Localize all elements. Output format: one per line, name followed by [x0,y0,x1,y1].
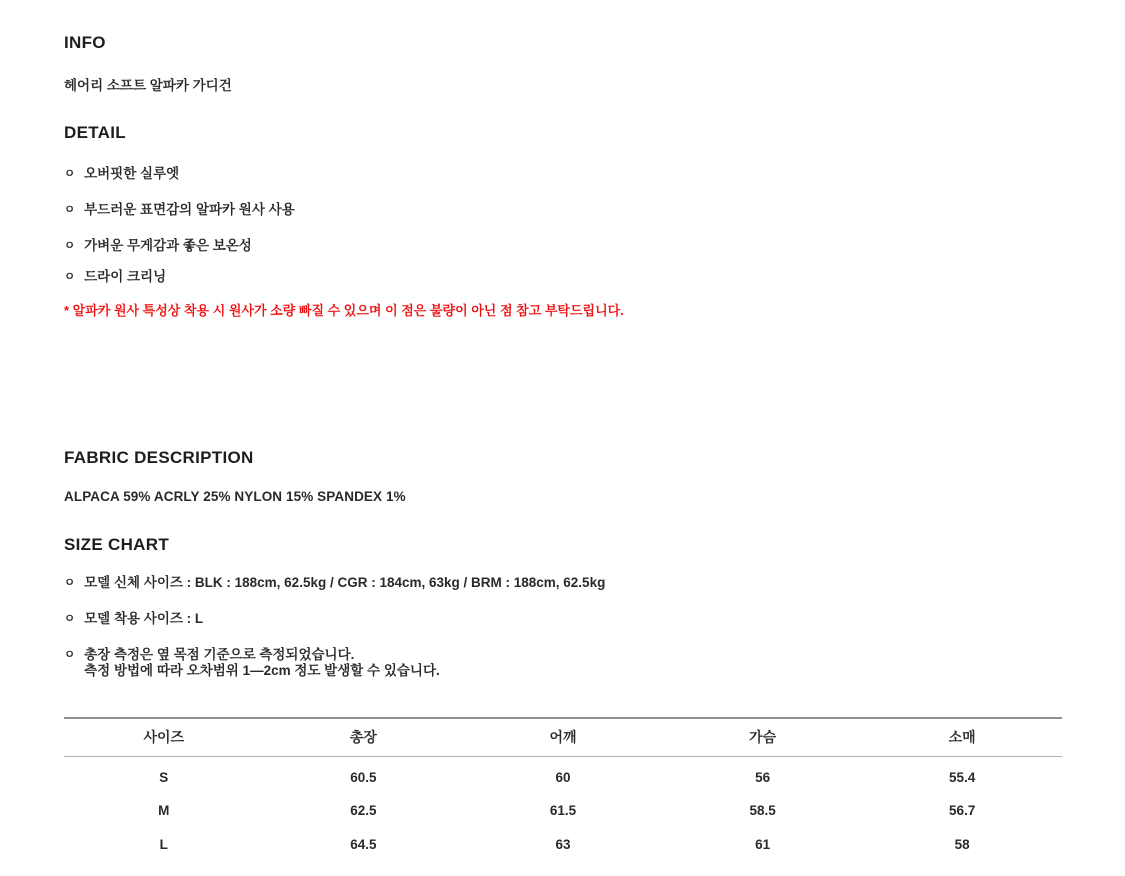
measurement-note-line2: 측정 방법에 따라 오차범위 1—2cm 정도 발생할 수 있습니다. [84,663,440,678]
fabric-heading: FABRIC DESCRIPTION [64,448,254,467]
col-header-total-length: 총장 [349,729,377,746]
cell-size: S [159,769,169,785]
col-header-sleeve: 소매 [948,729,976,746]
cell-size: L [159,836,168,852]
sizechart-item [64,611,1062,627]
detail-item-text: 가벼운 무게감과 좋은 보온성 [84,238,252,253]
fabric-composition: ALPACA 59% ACRLY 25% NYLON 15% SPANDEX 1% [64,489,406,504]
cell-size: M [158,802,170,818]
cell-value: 64.5 [350,836,377,852]
sizechart-heading: SIZE CHART [64,535,169,554]
measurement-note-line1: 총장 측정은 옆 목점 기준으로 측정되었습니다. [84,647,355,662]
sizechart-item [64,575,1062,591]
cell-value: 60 [555,769,571,785]
cell-value: 61.5 [549,802,577,818]
col-header-chest: 가슴 [749,729,777,746]
product-name: 헤어리 소프트 알파카 가디건 [64,78,232,93]
measurement-note [84,647,440,679]
detail-heading: DETAIL [64,123,126,142]
detail-item [64,269,1062,285]
bullet-icon: ㅇ [64,577,76,589]
cell-value: 61 [755,836,771,852]
col-header-size: 사이즈 [143,729,185,746]
table-row [64,827,1062,861]
detail-item-text: 드라이 크리닝 [84,269,167,284]
bullet-icon: ㅇ [64,204,76,216]
col-header-shoulder: 어깨 [549,729,577,746]
cell-value: 60.5 [350,769,377,785]
detail-item [64,238,1062,254]
cell-value: 56.7 [949,802,976,818]
sizechart-item [64,647,1062,679]
sizechart-list [64,575,1062,679]
bullet-icon: ㅇ [64,613,76,625]
info-heading: INFO [64,33,106,52]
alpaca-warning-note: * 알파카 원사 특성상 착용 시 원사가 소량 빠질 수 있으며 이 점은 불량이 아닌 점 참고 부탁드립니다. [64,303,624,318]
detail-item-text: 오버핏한 실루엣 [84,166,180,181]
cell-value: 62.5 [350,802,377,818]
size-table-body [64,756,1062,861]
size-table-header-row [64,718,1062,756]
table-row [64,756,1062,793]
detail-item-text: 부드러운 표면감의 알파카 원사 사용 [84,202,295,217]
bullet-icon: ㅇ [64,649,76,661]
detail-item [64,166,1062,182]
table-row [64,793,1062,827]
cell-value: 63 [555,836,571,852]
bullet-icon: ㅇ [64,240,76,252]
size-table [64,717,1062,861]
bullet-icon: ㅇ [64,168,76,180]
size-table-head [64,718,1062,756]
cell-value: 58 [954,836,970,852]
cell-value: 56 [755,769,771,785]
bullet-icon: ㅇ [64,271,76,283]
detail-list [64,166,1062,285]
cell-value: 55.4 [949,769,976,785]
cell-value: 58.5 [749,802,776,818]
model-wearing-size: 모델 착용 사이즈 : L [84,611,204,626]
model-body-size: 모델 신체 사이즈 : BLK : 188cm, 62.5kg / CGR : 184cm, 63kg / BRM : 188cm, 62.5kg [84,575,606,590]
detail-item [64,202,1062,218]
